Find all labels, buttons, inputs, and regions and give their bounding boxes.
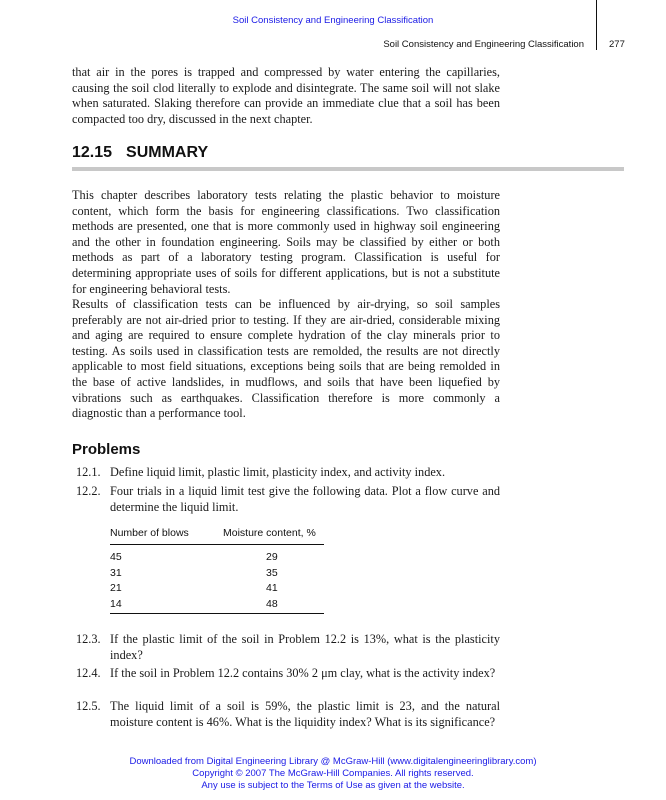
table-row xyxy=(110,582,324,598)
table-cell: 31 xyxy=(110,566,122,579)
table-row xyxy=(110,567,324,583)
table-cell: 45 xyxy=(110,551,122,563)
problem-number: 12.4. xyxy=(76,666,101,680)
table-row xyxy=(110,551,324,567)
problem-text: The liquid limit of a soil is 59%, the plastic limit is 23, and the natural moisture content is 46%. What is the liquidity index? What is its significance? xyxy=(110,699,500,729)
page-number: 277 xyxy=(609,39,625,50)
section-number: 12.15 xyxy=(72,144,113,161)
footer xyxy=(0,756,666,792)
table-cell: 41 xyxy=(266,582,278,594)
problem-item xyxy=(76,465,500,481)
problem-text: If the soil in Problem 12.2 contains 30% 2 μm clay, what is the activity index? xyxy=(110,666,496,680)
intro-paragraph-text: that air in the pores is trapped and compressed by water entering the capillaries, causing the soil clod literally to explode and disintegrate. The same soil will not slake when saturated. Slaking therefore can provide an immediate clue that a soil has been compacted too dry, discussed in the next chapter. xyxy=(72,65,500,126)
top-banner: Soil Consistency and Engineering Classification xyxy=(232,15,434,26)
problem-number: 12.2. xyxy=(76,484,101,498)
table-cell: 29 xyxy=(266,551,278,563)
table-cell: 14 xyxy=(110,597,122,610)
problem-text: Define liquid limit, plastic limit, plasticity index, and activity index. xyxy=(110,465,446,479)
problem-item xyxy=(76,699,500,730)
liquid-limit-table xyxy=(110,527,324,614)
running-head: Soil Consistency and Engineering Classification xyxy=(383,39,584,50)
problem-number: 12.5. xyxy=(76,699,101,713)
table-header xyxy=(110,527,324,541)
footer-download-link[interactable]: Downloaded from Digital Engineering Library @ McGraw-Hill (www.digitalengineeringlibrary.com) xyxy=(129,756,537,767)
summary-paragraph-2-text: Results of classification tests can be influenced by air-drying, so soil samples preferably are not air-dried prior to testing. If they are air-dried, considerable mixing and aging are required to ensure complete hydration of the clay minerals prior to testing. As soils used in classification tests are remolded, the results are not directly applicable to most field situations, exceptions being soils that are being remolded in the base of active landslides, in mudflows, and soils that have been liquefied by vibrations such as earthquakes. Classification therefore is more commonly a diagnostic than a performance tool. xyxy=(72,297,500,421)
table-cell: 48 xyxy=(266,597,278,610)
table-bottom-rule xyxy=(110,613,324,614)
section-rule xyxy=(72,167,624,171)
problems-title: Problems xyxy=(72,441,141,458)
problem-number: 12.3. xyxy=(76,632,101,646)
problem-number: 12.1. xyxy=(76,465,101,479)
summary-paragraph-1 xyxy=(72,188,500,297)
section-title: SUMMARY xyxy=(126,144,209,161)
table-header-cell: Number of blows xyxy=(110,527,189,539)
summary-paragraph-1-text: This chapter describes laboratory tests relating the plastic behavior to moisture content, which form the basis for engineering classifications. Two classification methods are presented, one that is more commonly used in highway soil engineering and the other in foundation engineering. Soils may be classified by either or both methods as part of a laboratory testing program. Classification is useful for determining appropriate uses of soils for different applications, but is not a substitute for engineering behavioral tests. xyxy=(72,188,500,296)
footer-terms-link[interactable]: Any use is subject to the Terms of Use as given at the website. xyxy=(201,780,465,791)
problem-text: Four trials in a liquid limit test give the following data. Plot a flow curve and determine the liquid limit. xyxy=(110,484,500,514)
intro-paragraph xyxy=(72,65,500,127)
footer-copyright: Copyright © 2007 The McGraw-Hill Companies. All rights reserved. xyxy=(192,768,474,779)
summary-paragraph-2 xyxy=(72,297,500,422)
table-header-rule xyxy=(110,544,324,545)
table-header-cell: Moisture content, % xyxy=(223,527,316,539)
section-heading xyxy=(72,144,208,162)
problem-item xyxy=(76,484,500,515)
header-rule xyxy=(596,0,597,50)
problem-item xyxy=(76,632,500,663)
problem-text: If the plastic limit of the soil in Problem 12.2 is 13%, what is the plasticity index? xyxy=(110,632,500,662)
problem-item xyxy=(76,666,500,682)
table-cell: 21 xyxy=(110,582,122,594)
table-row xyxy=(110,598,324,614)
table-cell: 35 xyxy=(266,566,278,579)
